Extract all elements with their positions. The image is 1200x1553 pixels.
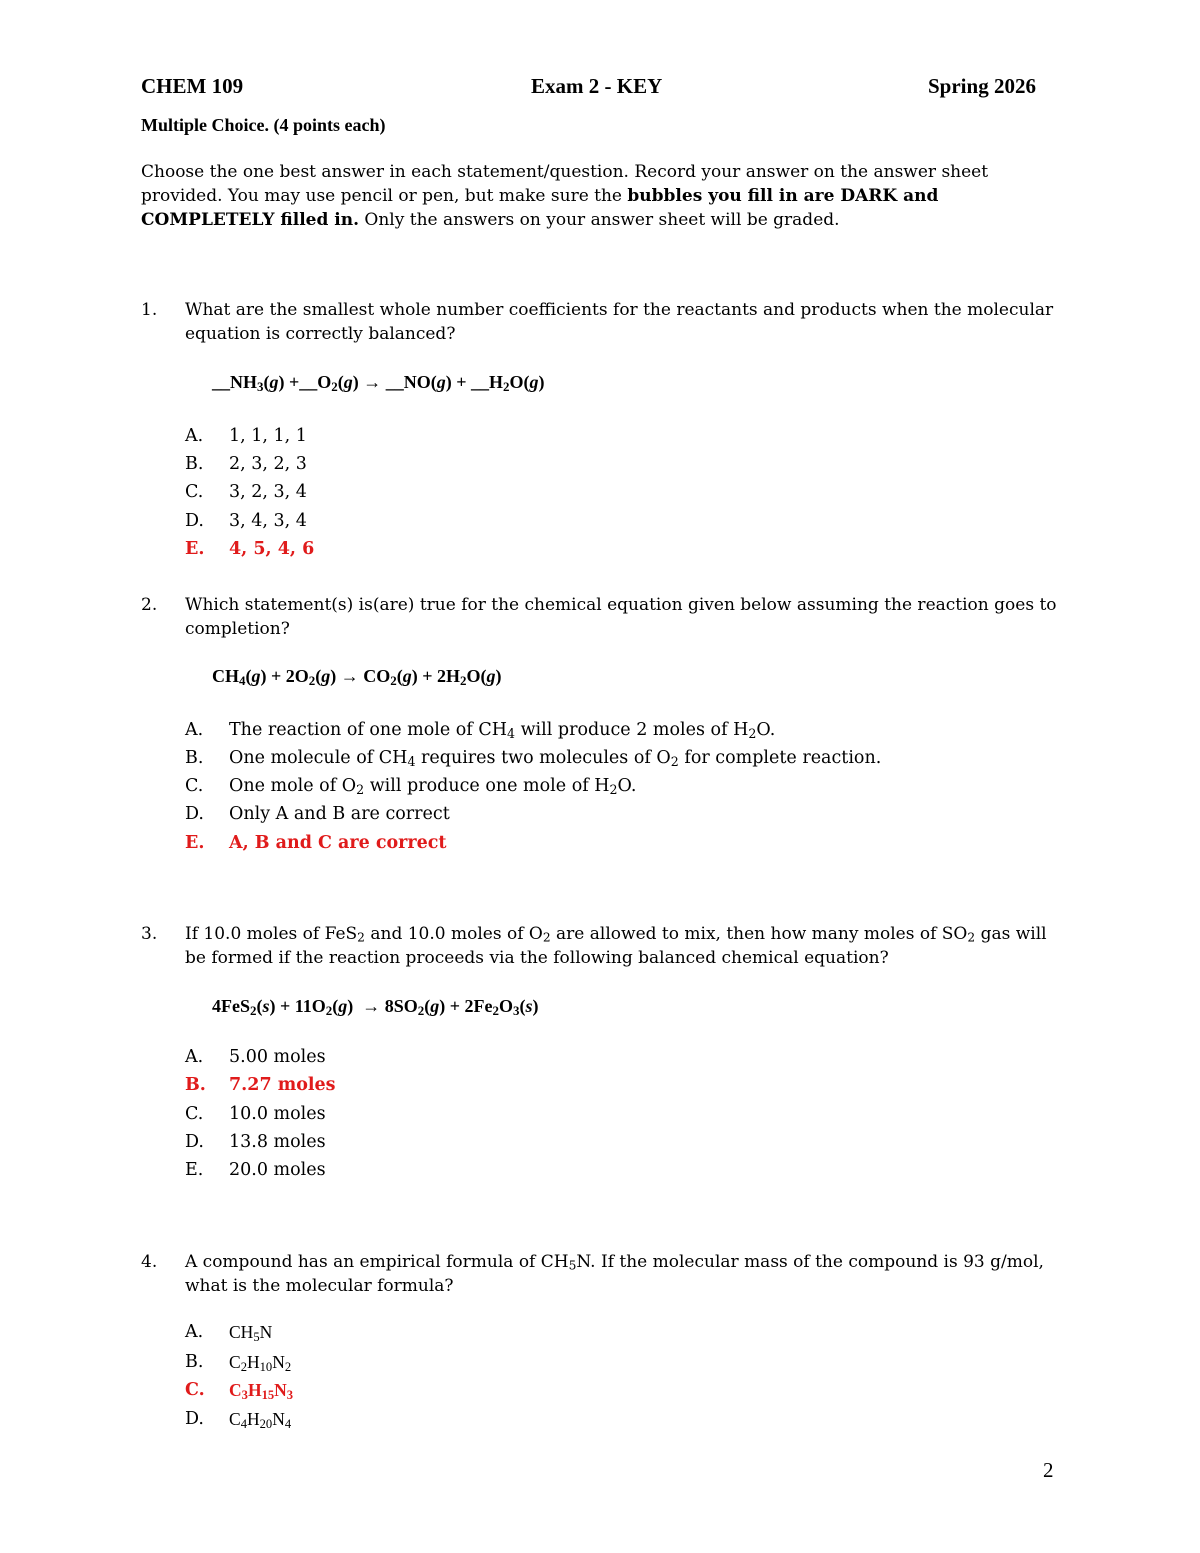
page-number: 2	[1043, 1458, 1054, 1482]
exam-term: Spring 2026	[928, 74, 1036, 98]
course-code: CHEM 109	[141, 74, 244, 98]
instructions-text-1: Choose the one best answer in each statement/question. Record your answer on the answer sheet provided. You may use pencil or pen, but make sure the	[141, 162, 989, 206]
question-text: Which statement(s) is(are) true for the chemical equation given below assuming the reaction goes to completion?	[185, 595, 1057, 639]
question-number: 4.	[141, 1252, 158, 1272]
exam-page: CHEM 109 Exam 2 - KEY Spring 2026 Multiple Choice. (4 points each) Choose the one best answer in each statement/question. Record your answer on the answer sheet provided. You may use pencil or pen, but make sure the bubbles you fill in are DARK and COMPLETELY filled in. Only the answers on your answer sheet will be graded. 1. What are the smallest whole number coefficients for the reactants and products when the molecular equation is correctly balanced? $\_\_NH_3(g)$ $+\_\_O_2(g)$ → __NO(g) + $\_\_H_2O(g)$ A. 1, 1, 1, 1 B. 2, 3, 2, 3 C. 3, 2, 3, 4 D. 3, 4, 3, 4 E. 4, 5, 4, 6 2. Which statement(s) is(are) true for the chemical equation given below assuming the reaction goes to completion? $CH_4(g) + 2O_2(g) \to CO_2(g) + 2H_2O(g)$ A. The reaction of one mole of $CH_4$ will produce 2 moles of $H_2O$. B. One molecule of $CH_4$ requires two molecules of $O_2$ for complete reaction. C. One mole of $O_2$ will produce one mole of $H_2O$. D. Only A and B are correct E. A, B and C are correct 3. If 10.0 moles of FeS$_2$ and 10.0 moles of $O_2$ are allowed to mix, then how many moles of $SO_2$ gas will be formed if the reaction proceeds via the following balanced chemical equation? $4FeS_2(s) + 11O_2(g) \to 8SO_2(g) + 2Fe_2O_3(s)$ A. 5.00 moles B. 7.27 moles C. 10.0 moles D. 13.8 moles E. 20.0 moles 4. A compound has an empirical formula of $CH_5N$. If the molecular mass of the compound is 93 g/mol, what is the molecular formula? A. $CH_5N$ B. $C_2H_{10}N_2$ C. $C_3H_{15}N_3$ D. $C_4H_{20}N_4$ 2	[0, 0, 1200, 1553]
section-title: Multiple Choice. (4 points each)	[141, 115, 386, 135]
question-text: What are the smallest whole number coefficients for the reactants and products when the molecular equation is correctly balanced?	[185, 300, 1054, 344]
question-equation: $CH_4(g) + 2O_2(g) \to CO_2(g) + 2H_2O(g)$	[212, 666, 502, 688]
question-text: A compound has an empirical formula of $CH_5N$. If the molecular mass of the compound is 93 g/mol, what is the molecular formula?	[185, 1252, 1044, 1296]
question-equation: $4FeS_2(s) + 11O_2(g) \to 8SO_2(g) + 2Fe_2O_3(s)$	[212, 996, 539, 1018]
exam-title: Exam 2 - KEY	[531, 74, 663, 98]
question-equation: $\_\_NH_3(g)$ $+\_\_O_2(g)$ → __NO(g) + $\_\_H_2O(g)$	[212, 372, 545, 394]
question-number: 3.	[141, 924, 158, 944]
instructions-bold: bubbles you fill in are DARK and COMPLETELY filled in.	[141, 186, 939, 230]
question-text: If 10.0 moles of FeS$_2$ and 10.0 moles of $O_2$ are allowed to mix, then how many moles of $SO_2$ gas will be formed if the reaction proceeds via the following balanced chemical equation?	[185, 924, 1047, 968]
question-number: 2.	[141, 595, 158, 615]
instructions	[141, 160, 1021, 232]
instructions-text-2: Only the answers on your answer sheet will be graded.	[359, 210, 840, 230]
question-number: 1.	[141, 300, 158, 320]
